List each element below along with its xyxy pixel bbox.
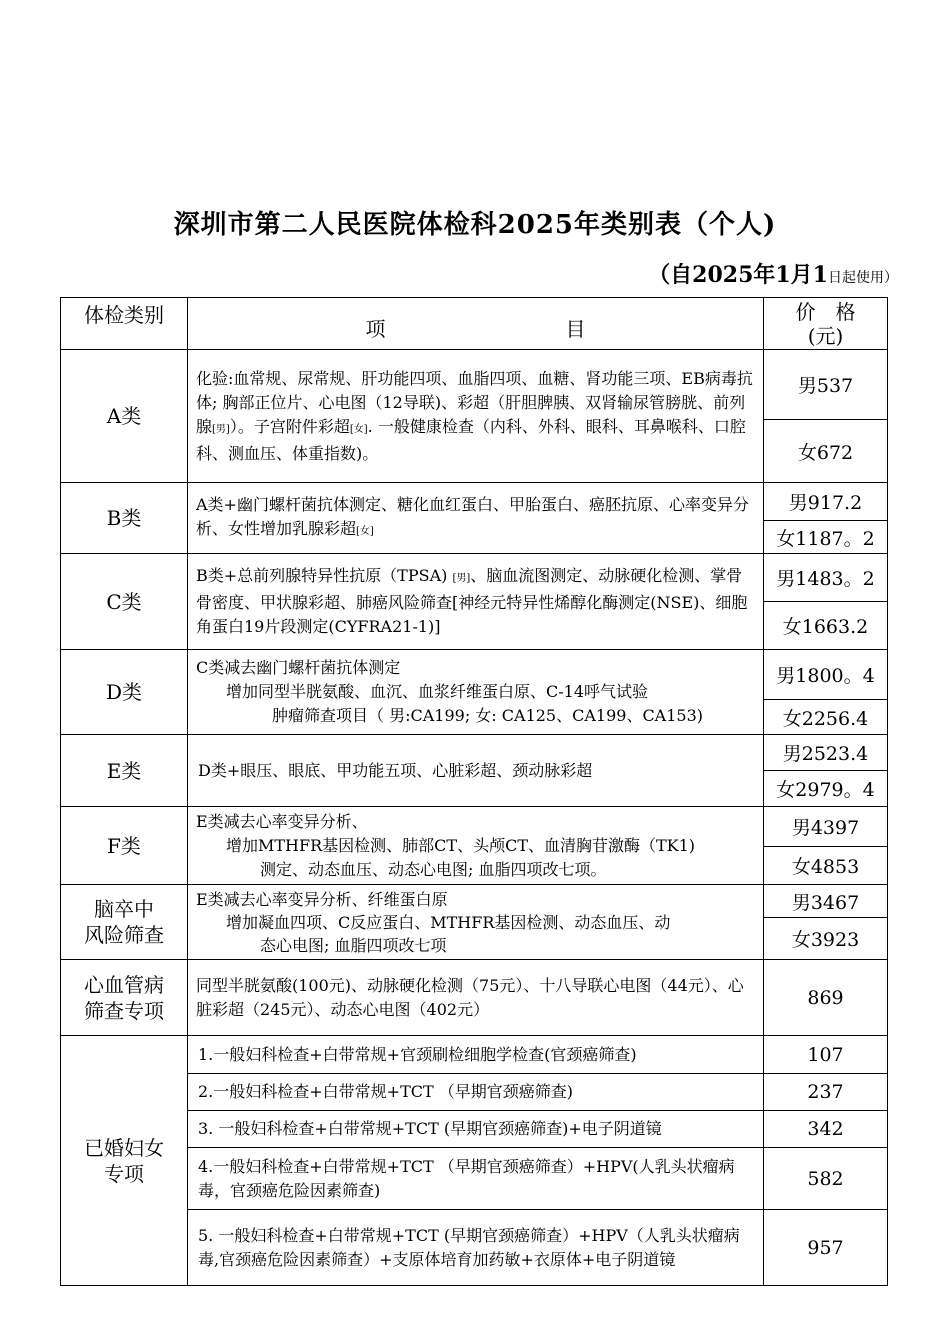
price-male: 男4397 (764, 807, 888, 847)
category-label: 心血管病 筛查专项 (61, 960, 188, 1036)
table-row (61, 735, 888, 771)
price-male: 男3467 (764, 885, 888, 918)
category-label: 脑卒中 风险筛查 (61, 885, 188, 960)
exam-category-table (60, 297, 888, 1286)
items-line: 肿瘤筛查项目（ 男:CA199; 女: CA125、CA199、CA153) (272, 706, 704, 725)
category-label: 已婚妇女 专项 (61, 1036, 188, 1286)
price: 237 (764, 1074, 888, 1111)
price-female: 女2979。4 (764, 771, 888, 807)
price-female: 女672 (764, 420, 888, 483)
header-category: 体检类别 (61, 298, 188, 350)
effective-date-main: （自2025年1月1 (648, 262, 828, 288)
category-label: D类 (61, 650, 188, 735)
price-male: 男537 (764, 350, 888, 420)
table-row (61, 483, 888, 521)
table-row (61, 554, 888, 602)
table-row (61, 960, 888, 1036)
price-female: 女3923 (764, 918, 888, 960)
items-cell: B类+总前列腺特异性抗原（TPSA) [男]、脑血流图测定、动脉硬化检测、掌骨骨密度、甲状腺彩超、肺癌风险筛查[神经元特异性烯醇化酶测定(NSE)、细胞角蛋白19片段测定(CYFRA21-1)] (188, 554, 764, 650)
items-cell: 1.一般妇科检查+白带常规+官颈刷检细胞学检查(官颈癌筛查) (188, 1036, 764, 1074)
items-cell (188, 650, 764, 735)
category-label: A类 (61, 350, 188, 483)
items-cell: 4.一般妇科检查+白带常规+TCT （早期官颈癌筛查）+HPV(人乳头状瘤病毒，官颈癌危险因素筛查) (188, 1148, 764, 1210)
category-label: F类 (61, 807, 188, 885)
effective-date-suffix: 日起使用） (828, 270, 898, 286)
price: 342 (764, 1111, 888, 1148)
price-male: 男2523.4 (764, 735, 888, 771)
items-line: E类减去心率变异分析、 (196, 811, 368, 831)
items-cell: D类+眼压、眼底、甲功能五项、心脏彩超、颈动脉彩超 (188, 735, 764, 807)
items-line: E类减去心率变异分析、纤维蛋白原 (196, 889, 448, 909)
price-male: 男1800。4 (764, 650, 888, 700)
price: 582 (764, 1148, 888, 1210)
items-line: 增加MTHFR基因检测、肺部CT、头颅CT、血清胸苷激酶（TK1) (226, 835, 696, 855)
items-cell: A类+幽门螺杆菌抗体测定、糖化血红蛋白、甲胎蛋白、癌胚抗原、心率变异分析、女性增加乳腺彩超[女] (188, 483, 764, 554)
price: 957 (764, 1210, 888, 1286)
items-line: 测定、动态血压、动态心电图; 血脂四项改七项。 (260, 859, 607, 879)
table-row (61, 650, 888, 700)
header-items: 项 目 (188, 298, 764, 350)
header-price: 价 格 (元) (764, 298, 888, 350)
category-label: E类 (61, 735, 188, 807)
items-cell: 5. 一般妇科检查+白带常规+TCT (早期官颈癌筛查）+HPV（人乳头状瘤病毒,官颈癌危险因素筛查）+支原体培育加药敏+衣原体+电子阴道镜 (188, 1210, 764, 1286)
price: 107 (764, 1036, 888, 1074)
items-line: C类减去幽门螺杆菌抗体测定 (196, 658, 401, 677)
items-line: 增加同型半胱氨酸、血沉、血浆纤维蛋白原、C-14呼气试验 (226, 682, 649, 701)
category-label: C类 (61, 554, 188, 650)
price-female: 女4853 (764, 847, 888, 885)
price-female: 女1187。2 (764, 521, 888, 554)
items-cell: 同型半胱氨酸(100元)、动脉硬化检测（75元）、十八导联心电图（44元）、心脏彩超（245元）、动态心电图（402元） (188, 960, 764, 1036)
items-cell: 2.一般妇科检查+白带常规+TCT （早期官颈癌筛查) (188, 1074, 764, 1111)
items-cell: 化验:血常规、尿常规、肝功能四项、血脂四项、血糖、肾功能三项、EB病毒抗体; 胸部正位片、心电图（12导联)、彩超（肝胆脾胰、双肾输尿管膀胱、前列腺[男]）。子宫附件彩超[女]. 一般健康检查（内科、外科、眼科、耳鼻喉科、口腔科、测血压、体重指数)。 (188, 350, 764, 483)
effective-date (648, 258, 898, 289)
items-cell (188, 807, 764, 885)
items-line: 增加凝血四项、C反应蛋白、MTHFR基因检测、动态血压、动 (226, 912, 671, 932)
page-title: 深圳市第二人民医院体检科2025年类别表（个人) (173, 210, 777, 240)
price-female: 女2256.4 (764, 700, 888, 735)
table-row (61, 807, 888, 847)
table-row (61, 1036, 888, 1074)
category-label: B类 (61, 483, 188, 554)
table-row (61, 885, 888, 918)
price-male: 男917.2 (764, 483, 888, 521)
price: 869 (764, 960, 888, 1036)
table-header-row (61, 298, 888, 350)
items-line: 态心电图; 血脂四项改七项 (260, 935, 447, 955)
table-row (61, 350, 888, 420)
items-cell (188, 885, 764, 960)
price-female: 女1663.2 (764, 602, 888, 650)
items-cell: 3. 一般妇科检查+白带常规+TCT (早期官颈癌筛查)+电子阴道镜 (188, 1111, 764, 1148)
price-male: 男1483。2 (764, 554, 888, 602)
